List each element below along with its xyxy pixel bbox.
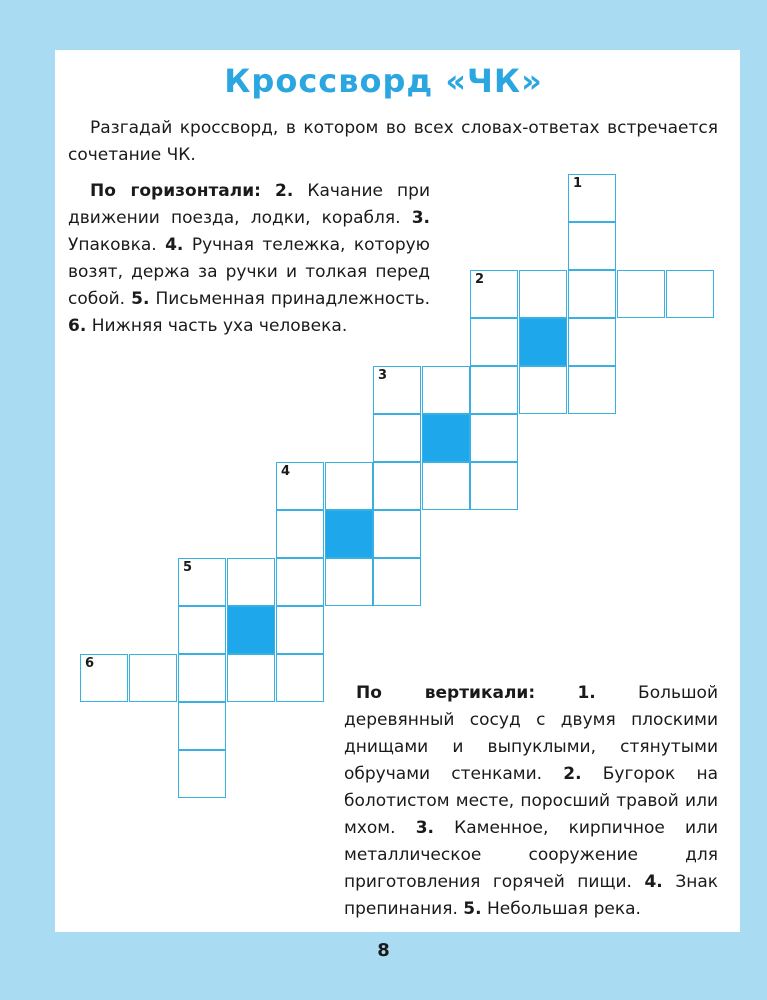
shaded-cell	[422, 414, 470, 462]
clue-text: Качание при движении поезда, лодки, корабля.	[68, 181, 430, 228]
crossword-cell[interactable]	[470, 318, 518, 366]
clue-number: 2.	[275, 181, 294, 201]
crossword-cell[interactable]	[568, 174, 616, 222]
crossword-cell[interactable]	[178, 606, 226, 654]
crossword-cell[interactable]	[178, 702, 226, 750]
vertical-clues	[344, 680, 718, 923]
crossword-cell[interactable]	[227, 558, 275, 606]
clue-text: Большой деревянный сосуд с двумя плоскими днищами и выпуклыми, стянутыми обручами стенками.	[344, 683, 718, 784]
crossword-cell[interactable]	[227, 654, 275, 702]
shaded-cell	[227, 606, 275, 654]
crossword-cell[interactable]	[276, 606, 324, 654]
crossword-cell[interactable]	[276, 558, 324, 606]
clue-text: Бугорок на болотистом месте, поросший травой или мхом.	[344, 764, 719, 838]
clue-text: Знак препинания.	[344, 872, 719, 919]
clue-number: 3.	[411, 208, 430, 228]
cell-number: 3	[378, 368, 388, 383]
crossword-cell[interactable]	[276, 654, 324, 702]
page-number: 8	[377, 940, 390, 961]
clue-number: 5.	[463, 899, 482, 919]
crossword-cell[interactable]	[519, 270, 567, 318]
crossword-cell[interactable]	[373, 462, 421, 510]
shaded-cell	[519, 318, 567, 366]
horizontal-heading: По горизонтали:	[90, 181, 261, 201]
crossword-cell[interactable]	[617, 270, 665, 318]
crossword-cell[interactable]	[129, 654, 177, 702]
crossword-cell[interactable]	[373, 366, 421, 414]
clue-number: 1.	[577, 683, 596, 703]
crossword-cell[interactable]	[519, 366, 567, 414]
clue-text: Упаковка.	[68, 235, 157, 255]
horizontal-clues	[68, 178, 430, 340]
crossword-cell[interactable]	[568, 366, 616, 414]
crossword-cell[interactable]	[666, 270, 714, 318]
crossword-cell[interactable]	[373, 510, 421, 558]
crossword-cell[interactable]	[178, 654, 226, 702]
crossword-cell[interactable]	[422, 462, 470, 510]
crossword-cell[interactable]	[470, 366, 518, 414]
crossword-cell[interactable]	[373, 558, 421, 606]
crossword-cell[interactable]	[422, 366, 470, 414]
crossword-cell[interactable]	[325, 558, 373, 606]
clue-number: 4.	[644, 872, 663, 892]
cell-number: 4	[281, 464, 291, 479]
cell-number: 6	[85, 656, 95, 671]
clue-number: 4.	[165, 235, 184, 255]
clue-number: 6.	[68, 316, 87, 336]
cell-number: 5	[183, 560, 193, 575]
clue-number: 5.	[131, 289, 150, 309]
cell-number: 2	[475, 272, 485, 287]
crossword-cell[interactable]	[470, 414, 518, 462]
cell-number: 1	[573, 176, 583, 191]
vertical-heading: По вертикали:	[356, 683, 536, 703]
shaded-cell	[325, 510, 373, 558]
crossword-cell[interactable]	[470, 462, 518, 510]
page-title: Кроссворд «ЧК»	[224, 62, 543, 100]
clue-number: 3.	[415, 818, 434, 838]
clue-text: Нижняя часть уха человека.	[91, 316, 348, 336]
clue-text: Ручная тележка, которую возят, держа за ручки и толкая перед собой.	[68, 235, 430, 309]
crossword-cell[interactable]	[80, 654, 128, 702]
crossword-cell[interactable]	[276, 462, 324, 510]
crossword-cell[interactable]	[470, 270, 518, 318]
intro-text: Разгадай кроссворд, в котором во всех словах-ответах встречается сочетание ЧК.	[68, 118, 718, 165]
crossword-cell[interactable]	[373, 414, 421, 462]
crossword-cell[interactable]	[568, 270, 616, 318]
crossword-cell[interactable]	[178, 750, 226, 798]
crossword-cell[interactable]	[276, 510, 324, 558]
clue-number: 2.	[563, 764, 582, 784]
crossword-cell[interactable]	[568, 318, 616, 366]
clue-text: Письменная принадлежность.	[155, 289, 430, 309]
crossword-cell[interactable]	[568, 222, 616, 270]
clue-text: Небольшая река.	[486, 899, 641, 919]
crossword-cell[interactable]	[325, 462, 373, 510]
crossword-cell[interactable]	[178, 558, 226, 606]
clue-text: Каменное, кирпичное или металлическое сооружение для приготовления горячей пищи.	[344, 818, 719, 892]
